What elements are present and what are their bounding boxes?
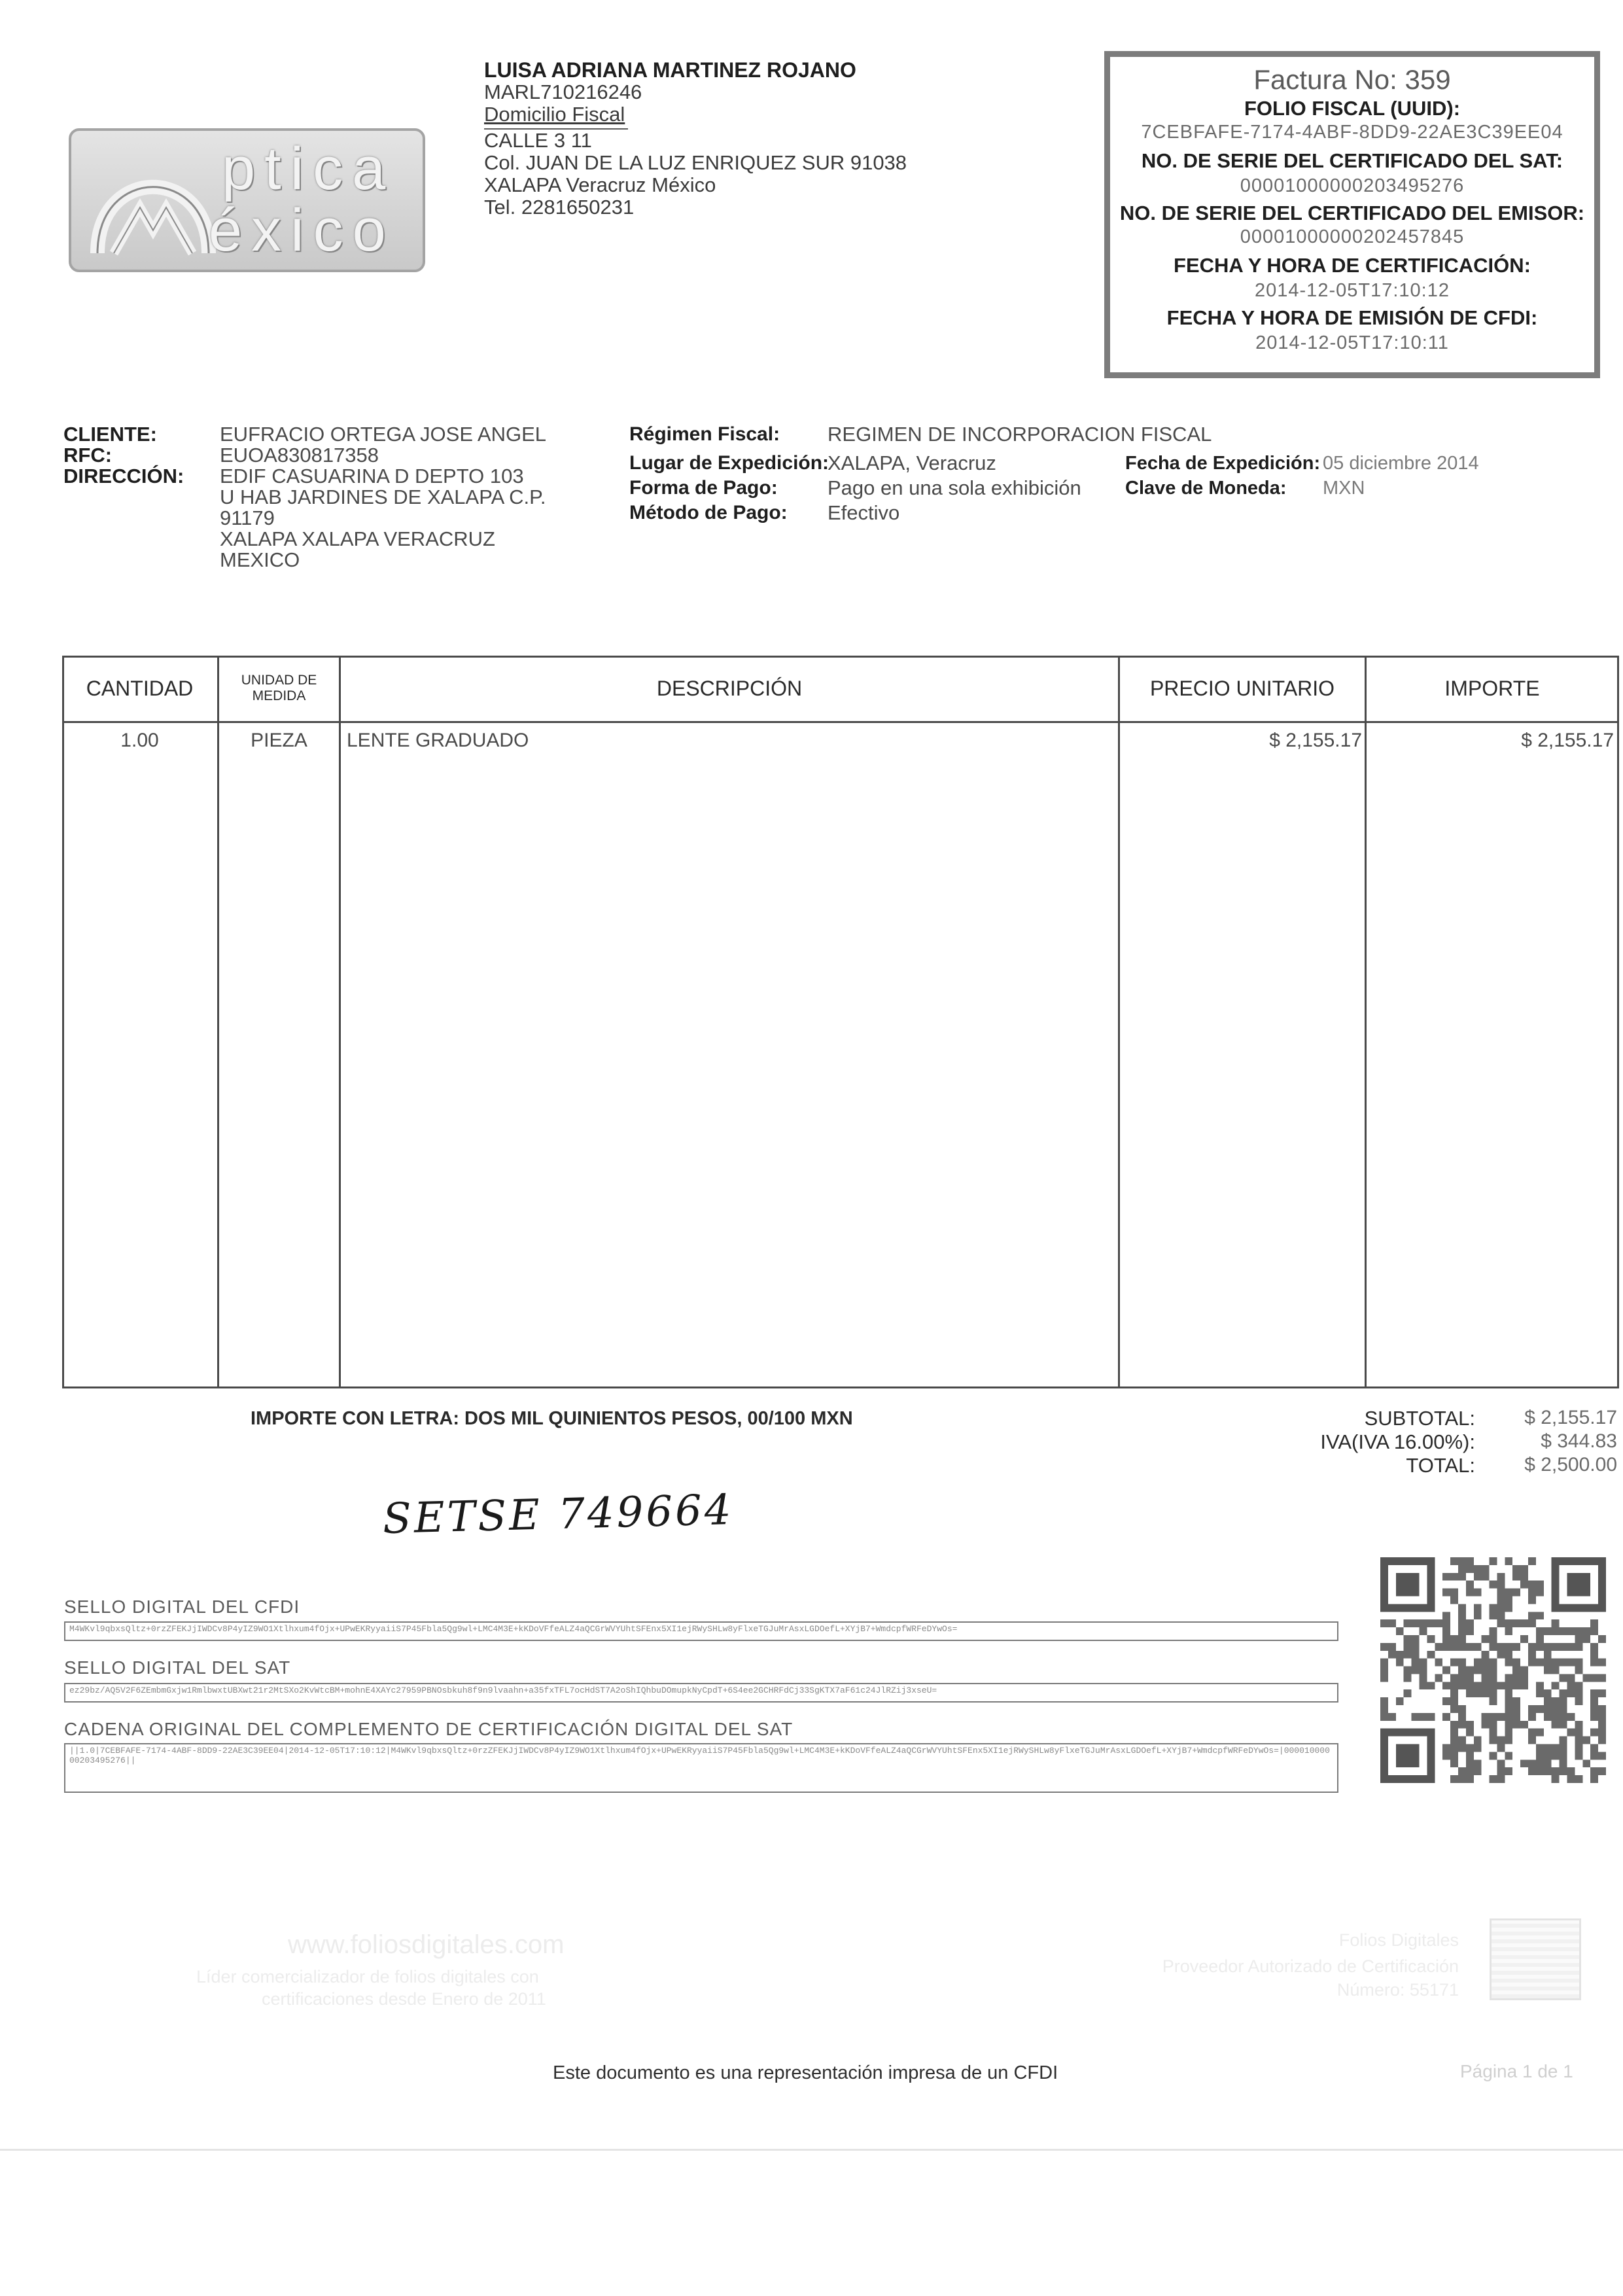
address-label: DIRECCIÓN: [63,465,184,487]
header-descripcion: DESCRIPCIÓN [656,676,803,700]
cfdi-seal-label: SELLO DIGITAL DEL CFDI [64,1597,300,1617]
items-table [62,656,1619,1388]
provider-text-2: certificaciones desde Enero de 2011 [262,1989,546,2009]
lugar-value: XALAPA, Veracruz [828,451,996,474]
invoice-title: Factura No: 359 [1253,64,1451,95]
client-rfc: EUOA830817358 [220,444,379,467]
logo-text-line2: éxico [209,197,395,264]
client-label: CLIENTE: [63,423,157,446]
row-descripcion: LENTE GRADUADO [347,730,529,751]
client-address-line3: 91179 [220,506,275,529]
total-value: $ 2,500.00 [1524,1454,1617,1475]
fecha-value: 05 diciembre 2014 [1323,453,1479,474]
amount-in-words: IMPORTE CON LETRA: DOS MIL QUINIENTOS PESOS, 00/100 MXN [251,1408,853,1429]
subtotal-label: SUBTOTAL: [1364,1407,1475,1430]
provider-seal-icon [1490,1918,1581,2000]
qr-code-icon [1380,1557,1606,1783]
row-cantidad: 1.00 [120,730,159,751]
rfc-label: RFC: [63,444,113,467]
issuer-domicilio-label: Domicilio Fiscal [484,103,625,126]
emission-date-value: 2014-12-05T17:10:11 [1255,332,1449,353]
cert-date-value: 2014-12-05T17:10:12 [1255,280,1450,301]
client-address-line1: EDIF CASUARINA D DEPTO 103 [220,465,524,487]
provider-site: www.foliosdigitales.com [288,1930,565,1959]
page-number: Página 1 de 1 [1460,2061,1573,2081]
emission-date-label: FECHA Y HORA DE EMISIÓN DE CFDI: [1166,306,1538,329]
subtotal-value: $ 2,155.17 [1524,1407,1617,1428]
issuer-phone: Tel. 2281650231 [484,196,635,219]
lugar-label: Lugar de Expedición: [629,452,829,474]
cadena-value: ||1.0|7CEBFAFE-7174-4ABF-8DD9-22AE3C39EE04|2014-12-05T17:10:12|M4WKvl9qbxsQltz+0rzZFEKJjIWDCv8P4yIZ9WO1Xtlhxum4fOjx+UPwEKRyyaiiS7P45Fbla5Qg9wl+LMC4M3E+kKDoVFfeALZ4aQCGrWVYUhtSFEnx5XI1ejRWySHLw8yFlxeTGJuMrAsxLGDOefL+XYjB7+WmdcpfWRFeDYwOs=|00001000000203495276|| [64,1743,1338,1793]
cadena-label: CADENA ORIGINAL DEL COMPLEMENTO DE CERTIFICACIÓN DIGITAL DEL SAT [64,1719,794,1739]
logo-emblem-icon [84,139,222,263]
sat-seal-value: ez29bz/AQ5V2F6ZEmbmGxjw1RmlbwxtUBXwt21r2MtSXo2KvWtcBM+mohnE4XAYc27959PBNOsbkuh8f9n9lvaahn+a35fxTFL7ocHdST7A2oShIQhbuDOmupkNyCpdT+6S4ee2GCHRFdCj33SgKTX7aF61c24JlRZij3xseU= [64,1683,1338,1703]
provider-right-2: Proveedor Autorizado de Certificación [1162,1956,1459,1976]
provider-right-1: Folios Digitales [1338,1930,1459,1950]
row-precio: $ 2,155.17 [1269,730,1362,751]
bottom-divider [0,2149,1623,2151]
sat-cert-value: 00001000000203495276 [1240,175,1465,196]
issuer-cert-label: NO. DE SERIE DEL CERTIFICADO DEL EMISOR: [1119,202,1585,224]
company-logo [69,128,425,272]
moneda-label: Clave de Moneda: [1125,478,1287,499]
column-divider [339,656,341,1388]
issuer-city: XALAPA Veracruz México [484,173,716,196]
column-divider [217,656,219,1388]
client-address-line2: U HAB JARDINES DE XALAPA C.P. [220,486,546,508]
sat-cert-label: NO. DE SERIE DEL CERTIFICADO DEL SAT: [1141,149,1563,172]
iva-value: $ 344.83 [1541,1430,1617,1452]
table-header-divider [62,721,1619,723]
moneda-value: MXN [1323,478,1365,499]
issuer-cert-value: 00001000000202457845 [1240,226,1465,247]
forma-value: Pago en una sola exhibición [828,476,1081,499]
issuer-name: LUISA ADRIANA MARTINEZ ROJANO [484,58,856,82]
client-name: EUFRACIO ORTEGA JOSE ANGEL [220,423,546,446]
cert-date-label: FECHA Y HORA DE CERTIFICACIÓN: [1174,254,1531,277]
client-address-line5: MEXICO [220,548,300,571]
regimen-label: Régimen Fiscal: [629,423,780,445]
row-importe: $ 2,155.17 [1521,730,1614,751]
footer-text: Este documento es una representación impresa de un CFDI [553,2062,1058,2083]
regimen-value: REGIMEN DE INCORPORACION FISCAL [828,423,1212,446]
provider-text-1: Líder comercializador de folios digitales con [196,1967,539,1987]
iva-label: IVA(IVA 16.00%): [1320,1430,1475,1453]
uuid-label: FOLIO FISCAL (UUID): [1244,97,1461,120]
row-unidad: PIEZA [251,730,307,751]
metodo-label: Método de Pago: [629,502,788,523]
header-cantidad: CANTIDAD [86,676,194,700]
sat-seal-label: SELLO DIGITAL DEL SAT [64,1657,291,1678]
issuer-street: CALLE 3 11 [484,129,592,152]
column-divider [1365,656,1367,1388]
uuid-value: 7CEBFAFE-7174-4ABF-8DD9-22AE3C39EE04 [1141,122,1563,143]
total-label: TOTAL: [1406,1454,1475,1477]
logo-text-line1: ptica [222,135,395,202]
handwritten-note: SETSE 749664 [382,1485,735,1544]
column-divider [1118,656,1120,1388]
header-precio: PRECIO UNITARIO [1149,676,1335,700]
provider-right-3: Número: 55171 [1336,1980,1459,2000]
fecha-label: Fecha de Expedición: [1125,453,1321,474]
forma-label: Forma de Pago: [629,477,778,499]
header-unidad: UNIDAD DE MEDIDA [241,673,317,703]
client-address-line4: XALAPA XALAPA VERACRUZ [220,527,495,550]
cfdi-seal-value: M4WKvl9qbxsQltz+0rzZFEKJjIWDCv8P4yIZ9WO1Xtlhxum4fOjx+UPwEKRyyaiiS7P45Fbla5Qg9wl+LMC4M3E+kKDoVFfeALZ4aQCGrWVYUhtSFEnx5XI1ejRWySHLw8yFlxeTGJuMrAsxLGDOefL+XYjB7+WmdcpfWRFeDYwOs= [64,1621,1338,1641]
issuer-colonia: Col. JUAN DE LA LUZ ENRIQUEZ SUR 91038 [484,151,907,174]
header-importe: IMPORTE [1444,676,1540,700]
issuer-rfc: MARL710216246 [484,80,642,103]
metodo-value: Efectivo [828,501,900,524]
